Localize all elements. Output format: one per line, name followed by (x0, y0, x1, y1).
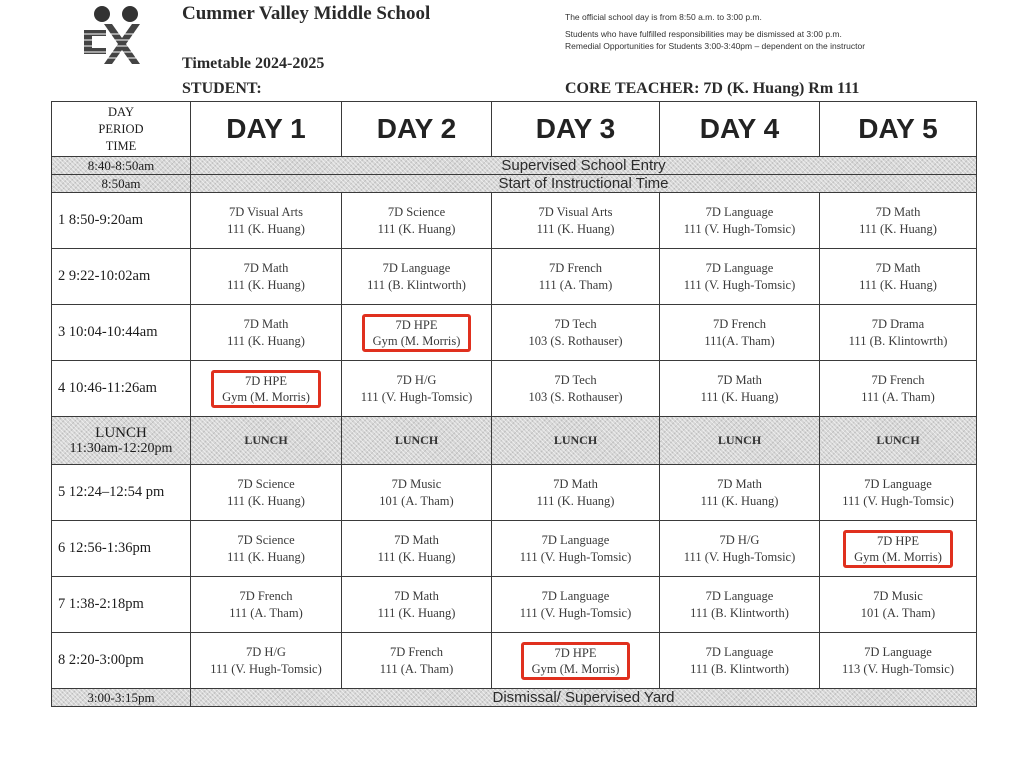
class-cell (342, 521, 492, 577)
class-cell (191, 465, 342, 521)
class-subject: 7D Math (875, 204, 921, 219)
class-subject: 7D Language (705, 204, 774, 219)
class-entry (191, 644, 341, 678)
lunch-day-5: LUNCH (820, 417, 977, 465)
lunch-time: 11:30am-12:20pm (69, 440, 173, 456)
lunch-time-cell (52, 417, 191, 465)
class-entry (492, 260, 659, 294)
class-subject: 7D H/G (719, 532, 760, 547)
class-subject: 7D HPE (876, 533, 920, 548)
class-subject: 7D Drama (871, 316, 925, 331)
period-time: 1 8:50-9:20am (52, 193, 191, 249)
class-room-teacher: 111 (V. Hugh-Tomsic) (519, 605, 632, 620)
period-row (52, 249, 977, 305)
entry-time: 8:40-8:50am (52, 157, 191, 175)
class-room-teacher: 111 (K. Huang) (859, 277, 937, 292)
class-room-teacher: 111 (V. Hugh-Tomsic) (842, 493, 954, 508)
class-subject: 7D Math (243, 260, 289, 275)
class-room-teacher: 111 (V. Hugh-Tomsic) (360, 389, 473, 404)
class-room-teacher: 111 (V. Hugh-Tomsic) (683, 277, 796, 292)
class-cell (660, 361, 820, 417)
highlighted-class (521, 642, 631, 680)
period-row (52, 521, 977, 577)
class-entry (191, 532, 341, 566)
class-cell (660, 249, 820, 305)
class-entry (660, 532, 819, 566)
class-room-teacher: 111 (B. Klintowrth) (848, 333, 948, 348)
class-cell (660, 577, 820, 633)
class-room-teacher: Gym (M. Morris) (372, 333, 461, 348)
class-cell (660, 305, 820, 361)
class-subject: 7D Math (717, 476, 762, 491)
class-room-teacher: 101 (A. Tham) (860, 605, 936, 620)
class-room-teacher: 111 (K. Huang) (700, 389, 779, 404)
lunch-day-4: LUNCH (660, 417, 820, 465)
class-room-teacher: 111(A. Tham) (704, 333, 775, 348)
class-room-teacher: 111 (V. Hugh-Tomsic) (210, 661, 322, 676)
class-subject: 7D Science (237, 476, 295, 491)
class-cell (342, 633, 492, 689)
class-room-teacher: 111 (K. Huang) (377, 605, 456, 620)
class-entry (660, 476, 819, 510)
class-cell (820, 361, 977, 417)
class-cell (492, 577, 660, 633)
class-room-teacher: 101 (A. Tham) (379, 493, 454, 508)
class-entry (660, 372, 819, 406)
class-subject: 7D Math (553, 476, 598, 491)
class-subject: 7D French (712, 316, 767, 331)
class-cell (820, 465, 977, 521)
day-1-header: DAY 1 (191, 102, 342, 157)
entry-banner: Supervised School Entry (191, 157, 977, 175)
period-time: 8 2:20-3:00pm (52, 633, 191, 689)
lunch-day-3: LUNCH (492, 417, 660, 465)
start-banner: Start of Instructional Time (191, 175, 977, 193)
period-time: 3 10:04-10:44am (52, 305, 191, 361)
class-subject: 7D Science (237, 532, 295, 547)
period-row (52, 633, 977, 689)
class-entry (660, 260, 819, 294)
class-subject: 7D Math (875, 260, 921, 275)
class-room-teacher: 103 (S. Rothauser) (528, 333, 623, 348)
period-time: 5 12:24–12:54 pm (52, 465, 191, 521)
period-time: 7 1:38-2:18pm (52, 577, 191, 633)
class-cell (820, 521, 977, 577)
class-subject: 7D French (239, 588, 293, 603)
class-subject: 7D Language (705, 588, 774, 603)
class-cell (660, 521, 820, 577)
class-entry (342, 260, 491, 294)
dismissal-row (52, 689, 977, 707)
period-time: 2 9:22-10:02am (52, 249, 191, 305)
info-line-1: The official school day is from 8:50 a.m. to 3:00 p.m. (565, 12, 762, 22)
period-time: 6 12:56-1:36pm (52, 521, 191, 577)
header-day-label: DAY (108, 104, 134, 119)
class-entry (191, 588, 341, 622)
timetable-grid (51, 101, 977, 707)
class-subject: 7D Language (541, 532, 610, 547)
class-room-teacher: 111 (K. Huang) (377, 549, 456, 564)
class-entry (660, 588, 819, 622)
class-entry (820, 372, 976, 406)
class-cell (660, 193, 820, 249)
class-cell (492, 465, 660, 521)
period-row (52, 305, 977, 361)
class-subject: 7D Math (394, 532, 439, 547)
class-cell (191, 577, 342, 633)
class-entry (492, 476, 659, 510)
period-row (52, 361, 977, 417)
header-time-label: TIME (105, 138, 137, 153)
class-subject: 7D Visual Arts (228, 204, 304, 219)
class-entry (660, 316, 819, 350)
class-room-teacher: 111 (K. Huang) (377, 221, 456, 236)
class-subject: 7D HPE (554, 645, 597, 660)
class-room-teacher: 111 (K. Huang) (227, 549, 305, 564)
class-entry (820, 644, 976, 678)
class-entry (660, 204, 819, 238)
dismissal-banner: Dismissal/ Supervised Yard (191, 689, 977, 707)
day-4-header: DAY 4 (660, 102, 820, 157)
class-cell (342, 361, 492, 417)
lunch-day-1: LUNCH (191, 417, 342, 465)
period-time: 4 10:46-11:26am (52, 361, 191, 417)
class-subject: 7D Science (387, 204, 446, 219)
day-3-header: DAY 3 (492, 102, 660, 157)
class-entry (342, 204, 491, 238)
class-subject: 7D French (871, 372, 925, 387)
class-room-teacher: 111 (V. Hugh-Tomsic) (683, 221, 796, 236)
class-entry (820, 316, 976, 350)
highlighted-class (211, 370, 321, 408)
class-subject: 7D HPE (395, 317, 438, 332)
class-subject: 7D H/G (396, 372, 437, 387)
class-cell (342, 193, 492, 249)
class-room-teacher: 111 (B. Klintworth) (367, 277, 466, 292)
class-cell (492, 193, 660, 249)
class-entry (191, 476, 341, 510)
class-subject: 7D Tech (554, 372, 597, 387)
class-cell (342, 577, 492, 633)
class-entry (191, 204, 341, 238)
class-room-teacher: 111 (B. Klintworth) (690, 661, 789, 676)
class-entry (342, 476, 491, 510)
class-cell (820, 249, 977, 305)
class-subject: 7D Music (873, 588, 923, 603)
class-entry (342, 644, 491, 678)
class-room-teacher: 111 (V. Hugh-Tomsic) (683, 549, 796, 564)
start-row (52, 175, 977, 193)
class-room-teacher: Gym (M. Morris) (531, 661, 620, 676)
student-label: STUDENT: (182, 80, 262, 97)
class-subject: 7D Language (705, 260, 774, 275)
class-entry (342, 588, 491, 622)
class-entry (820, 588, 976, 622)
day-2-header: DAY 2 (342, 102, 492, 157)
period-row (52, 193, 977, 249)
lunch-label: LUNCH (95, 424, 147, 441)
class-subject: 7D Music (391, 476, 442, 491)
class-cell (342, 249, 492, 305)
class-cell (191, 249, 342, 305)
class-room-teacher: 111 (A. Tham) (229, 605, 303, 620)
class-cell (191, 193, 342, 249)
timetable-title: Timetable 2024-2025 (182, 55, 325, 72)
class-cell (342, 305, 492, 361)
day-5-header: DAY 5 (820, 102, 977, 157)
class-room-teacher: 111 (A. Tham) (538, 277, 613, 292)
class-cell (492, 633, 660, 689)
core-teacher: CORE TEACHER: 7D (K. Huang) Rm 111 (565, 80, 860, 97)
class-room-teacher: 111 (K. Huang) (227, 493, 305, 508)
class-cell (492, 249, 660, 305)
class-room-teacher: 111 (B. Klintworth) (690, 605, 789, 620)
class-entry (492, 588, 659, 622)
class-entry (191, 316, 341, 350)
class-entry (492, 372, 659, 406)
class-entry (820, 204, 976, 238)
class-cell (492, 361, 660, 417)
dismissal-time: 3:00-3:15pm (52, 689, 191, 707)
class-cell (191, 361, 342, 417)
class-cell (191, 305, 342, 361)
start-time: 8:50am (52, 175, 191, 193)
class-cell (191, 521, 342, 577)
class-room-teacher: Gym (M. Morris) (854, 549, 942, 564)
class-cell (820, 305, 977, 361)
class-subject: 7D Language (705, 644, 774, 659)
class-entry (820, 260, 976, 294)
class-subject: 7D Tech (554, 316, 597, 331)
class-entry (660, 644, 819, 678)
class-subject: 7D French (389, 644, 444, 659)
class-room-teacher: 111 (A. Tham) (861, 389, 935, 404)
class-entry (191, 260, 341, 294)
class-room-teacher: 111 (K. Huang) (227, 333, 305, 348)
class-subject: 7D Math (394, 588, 439, 603)
class-subject: 7D H/G (246, 644, 286, 659)
class-room-teacher: 113 (V. Hugh-Tomsic) (842, 661, 954, 676)
class-room-teacher: 111 (K. Huang) (227, 221, 305, 236)
class-cell (660, 465, 820, 521)
class-room-teacher: 111 (V. Hugh-Tomsic) (519, 549, 632, 564)
class-entry (492, 316, 659, 350)
period-row (52, 577, 977, 633)
class-room-teacher: 111 (K. Huang) (700, 493, 779, 508)
class-cell (820, 193, 977, 249)
class-cell (342, 465, 492, 521)
class-subject: 7D Math (243, 316, 289, 331)
class-subject: 7D Language (541, 588, 610, 603)
header-period-label: PERIOD (98, 121, 144, 136)
school-logo-icon (78, 4, 158, 68)
class-cell (492, 521, 660, 577)
school-name: Cummer Valley Middle School (182, 3, 431, 24)
class-entry (492, 532, 659, 566)
info-line-3: Remedial Opportunities for Students 3:00-3:40pm – dependent on the instructor (565, 41, 866, 51)
info-line-2: Students who have fulfilled responsibilities may be dismissed at 3:00 p.m. (565, 29, 842, 39)
lunch-row (52, 417, 977, 465)
class-subject: 7D Math (717, 372, 762, 387)
class-entry (492, 204, 659, 238)
class-subject: 7D Language (864, 476, 932, 491)
highlighted-class (843, 530, 953, 568)
class-room-teacher: 111 (K. Huang) (536, 221, 615, 236)
class-subject: 7D Language (382, 260, 451, 275)
highlighted-class (362, 314, 472, 352)
class-subject: 7D French (548, 260, 603, 275)
header-row (52, 102, 977, 157)
class-cell (492, 305, 660, 361)
class-cell (820, 577, 977, 633)
class-room-teacher: 111 (K. Huang) (227, 277, 305, 292)
class-subject: 7D HPE (244, 373, 288, 388)
day-period-time-header (52, 102, 191, 157)
class-room-teacher: Gym (M. Morris) (222, 389, 310, 404)
class-cell (660, 633, 820, 689)
class-entry (342, 532, 491, 566)
class-room-teacher: 103 (S. Rothauser) (528, 389, 623, 404)
period-row (52, 465, 977, 521)
lunch-day-2: LUNCH (342, 417, 492, 465)
entry-row (52, 157, 977, 175)
class-room-teacher: 111 (K. Huang) (859, 221, 937, 236)
class-cell (191, 633, 342, 689)
class-subject: 7D Language (864, 644, 932, 659)
class-room-teacher: 111 (K. Huang) (536, 493, 615, 508)
class-entry (820, 476, 976, 510)
class-entry (342, 372, 491, 406)
class-cell (820, 633, 977, 689)
class-room-teacher: 111 (A. Tham) (379, 661, 454, 676)
class-subject: 7D Visual Arts (538, 204, 613, 219)
